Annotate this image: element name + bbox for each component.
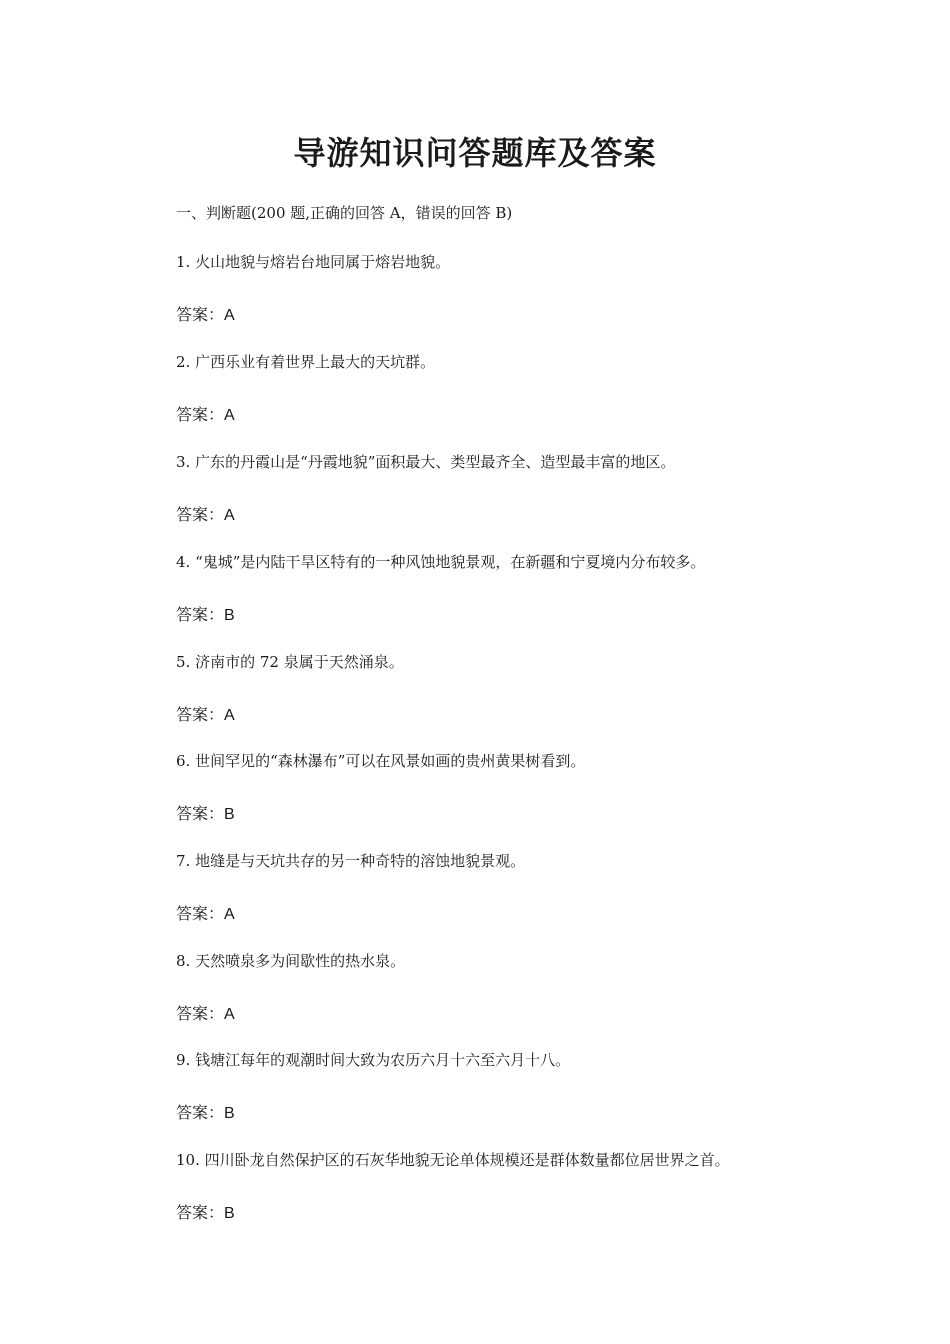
answer-prefix: 答案： — [176, 1004, 225, 1023]
qa-item — [176, 751, 585, 801]
answer-prefix: 答案： — [176, 505, 225, 524]
answer-value: B — [224, 1105, 235, 1122]
answer-value: A — [224, 507, 235, 524]
qa-item — [176, 1050, 570, 1100]
question-text: 5. 济南市的 72 泉属于天然涌泉。 — [176, 653, 404, 671]
question-text: 4. “鬼城”是内陆干旱区特有的一种风蚀地貌景观，在新疆和宁夏境内分布较多。 — [176, 553, 706, 571]
answer-line — [176, 1200, 235, 1223]
qa-item — [176, 652, 404, 702]
answer-line — [176, 801, 235, 824]
answer-line — [176, 402, 235, 425]
answer-prefix: 答案： — [176, 605, 225, 624]
answer-prefix: 答案： — [176, 405, 225, 424]
answer-line — [176, 502, 235, 525]
answer-line — [176, 901, 235, 924]
qa-item — [176, 1150, 730, 1200]
answer-value: A — [224, 1006, 235, 1023]
qa-item — [176, 452, 675, 502]
qa-item — [176, 951, 405, 1001]
qa-item — [176, 851, 525, 901]
answer-value: A — [224, 707, 235, 724]
question-text: 6. 世间罕见的“森林瀑布”可以在风景如画的贵州黄果树看到。 — [176, 752, 586, 770]
question-text: 2. 广西乐业有着世界上最大的天坑群。 — [176, 353, 436, 371]
question-text: 10. 四川卧龙自然保护区的石灰华地貌无论单体规模还是群体数量都位居世界之首。 — [176, 1151, 730, 1169]
qa-item — [176, 252, 450, 302]
question-text: 7. 地缝是与天坑共存的另一种奇特的溶蚀地貌景观。 — [176, 852, 526, 870]
answer-value: B — [224, 607, 235, 624]
answer-prefix: 答案： — [176, 305, 225, 324]
answer-value: A — [224, 307, 235, 324]
qa-item — [176, 552, 705, 602]
question-text: 3. 广东的丹霞山是“丹霞地貌”面积最大、类型最齐全、造型最丰富的地区。 — [176, 453, 676, 471]
document-title: 导游知识问答题库及答案 — [293, 134, 657, 172]
answer-line — [176, 1001, 235, 1024]
answer-prefix: 答案： — [176, 1203, 225, 1222]
question-text: 1. 火山地貌与熔岩台地同属于熔岩地貌。 — [176, 253, 451, 271]
qa-item — [176, 352, 435, 402]
answer-prefix: 答案： — [176, 904, 225, 923]
answer-prefix: 答案： — [176, 804, 225, 823]
answer-value: B — [224, 806, 235, 823]
answer-value: A — [224, 407, 235, 424]
section-heading: 一、判断题(200 题,正确的回答 A，错误的回答 B) — [176, 204, 513, 222]
answer-value: A — [224, 906, 235, 923]
answer-prefix: 答案： — [176, 1103, 225, 1122]
answer-prefix: 答案： — [176, 705, 225, 724]
answer-value: B — [224, 1205, 235, 1222]
answer-line — [176, 702, 235, 725]
answer-line — [176, 302, 235, 325]
answer-line — [176, 1100, 235, 1123]
answer-line — [176, 602, 235, 625]
question-text: 9. 钱塘江每年的观潮时间大致为农历六月十六至六月十八。 — [176, 1051, 571, 1069]
question-text: 8. 天然喷泉多为间歇性的热水泉。 — [176, 952, 406, 970]
